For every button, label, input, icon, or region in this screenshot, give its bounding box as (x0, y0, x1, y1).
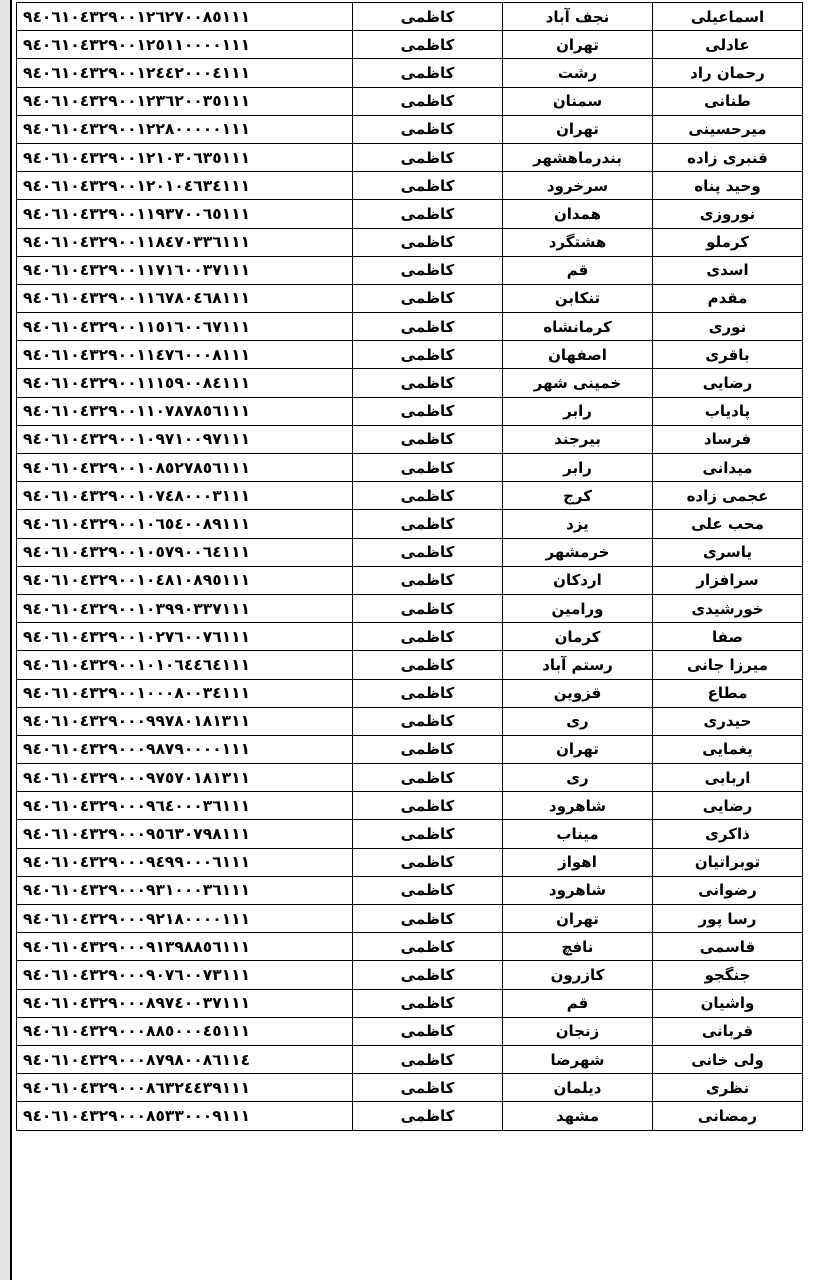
cell-city: تهران (503, 31, 653, 59)
cell-city: خمینی شهر (503, 369, 653, 397)
cell-first-name: کاظمی (353, 3, 503, 31)
cell-code: ٩٤٠٦١٠٤٣٢٩٠٠٠٨٦٣٢٤٤٣٩١١١ (17, 1074, 353, 1102)
cell-last-name: رضایی (653, 792, 803, 820)
cell-city: سمنان (503, 87, 653, 115)
cell-last-name: نوروزی (653, 200, 803, 228)
table-row (17, 876, 803, 904)
cell-last-name: سرافزار (653, 566, 803, 594)
table-row (17, 172, 803, 200)
cell-last-name: یاسری (653, 538, 803, 566)
cell-city: شاهرود (503, 792, 653, 820)
cell-last-name: ذاکری (653, 820, 803, 848)
cell-first-name: کاظمی (353, 425, 503, 453)
cell-last-name: فرساد (653, 425, 803, 453)
cell-first-name: کاظمی (353, 1102, 503, 1130)
cell-last-name: عجمی زاده (653, 482, 803, 510)
cell-first-name: کاظمی (353, 256, 503, 284)
cell-last-name: رضایی (653, 369, 803, 397)
cell-city: کرج (503, 482, 653, 510)
table-row (17, 679, 803, 707)
cell-first-name: کاظمی (353, 59, 503, 87)
cell-city: نافچ (503, 933, 653, 961)
page-edge-strip (0, 0, 12, 1280)
cell-code: ٩٤٠٦١٠٤٣٢٩٠٠٠٩٠٧٦٠٠٧٣١١١ (17, 961, 353, 989)
cell-city: مشهد (503, 1102, 653, 1130)
cell-city: رستم آباد (503, 651, 653, 679)
table-row (17, 200, 803, 228)
cell-code: ٩٤٠٦١٠٤٣٢٩٠٠١١٧١٦٠٠٣٧١١١ (17, 256, 353, 284)
cell-last-name: واشیان (653, 989, 803, 1017)
cell-city: رشت (503, 59, 653, 87)
table-row (17, 1045, 803, 1073)
table-row (17, 989, 803, 1017)
cell-first-name: کاظمی (353, 566, 503, 594)
table-row (17, 651, 803, 679)
cell-code: ٩٤٠٦١٠٤٣٢٩٠٠١٠٢٧٦٠٠٧٦١١١ (17, 623, 353, 651)
cell-code: ٩٤٠٦١٠٤٣٢٩٠٠١٢٦٢٧٠٠٨٥١١١ (17, 3, 353, 31)
cell-last-name: قاسمی (653, 933, 803, 961)
cell-first-name: کاظمی (353, 679, 503, 707)
table-row (17, 735, 803, 763)
cell-code: ٩٤٠٦١٠٤٣٢٩٠٠١١١٥٩٠٠٨٤١١١ (17, 369, 353, 397)
cell-city: یزد (503, 510, 653, 538)
cell-code: ٩٤٠٦١٠٤٣٢٩٠٠١٢٥١١٠٠٠٠١١١ (17, 31, 353, 59)
cell-last-name: قربانی (653, 1017, 803, 1045)
cell-code: ٩٤٠٦١٠٤٣٢٩٠٠١٢٢٨٠٠٠٠٠١١١ (17, 115, 353, 143)
table-row (17, 115, 803, 143)
table-row (17, 228, 803, 256)
cell-first-name: کاظمی (353, 989, 503, 1017)
cell-first-name: کاظمی (353, 538, 503, 566)
cell-last-name: نظری (653, 1074, 803, 1102)
cell-last-name: مقدم (653, 284, 803, 312)
cell-last-name: جنگجو (653, 961, 803, 989)
table-row (17, 425, 803, 453)
cell-city: تهران (503, 735, 653, 763)
cell-last-name: پادیاب (653, 397, 803, 425)
cell-code: ٩٤٠٦١٠٤٣٢٩٠٠٠٨٧٩٨٠٠٨٦١١٤ (17, 1045, 353, 1073)
table-row (17, 369, 803, 397)
cell-first-name: کاظمی (353, 764, 503, 792)
table-row (17, 764, 803, 792)
cell-code: ٩٤٠٦١٠٤٣٢٩٠٠١١٠٧٨٧٨٥٦١١١ (17, 397, 353, 425)
cell-city: ورامین (503, 594, 653, 622)
cell-first-name: کاظمی (353, 876, 503, 904)
table-row (17, 256, 803, 284)
cell-code: ٩٤٠٦١٠٤٣٢٩٠٠١١٨٤٧٠٣٣٦١١١ (17, 228, 353, 256)
cell-first-name: کاظمی (353, 31, 503, 59)
table-row (17, 1017, 803, 1045)
cell-city: کرمان (503, 623, 653, 651)
cell-last-name: رمضانی (653, 1102, 803, 1130)
cell-city: اهواز (503, 848, 653, 876)
cell-code: ٩٤٠٦١٠٤٣٢٩٠٠١١٩٣٧٠٠٦٥١١١ (17, 200, 353, 228)
cell-first-name: کاظمی (353, 651, 503, 679)
cell-first-name: کاظمی (353, 454, 503, 482)
table-row (17, 284, 803, 312)
cell-city: تهران (503, 905, 653, 933)
cell-city: میناب (503, 820, 653, 848)
cell-last-name: رضوانی (653, 876, 803, 904)
cell-code: ٩٤٠٦١٠٤٣٢٩٠٠٠٩١٣٩٨٨٥٦١١١ (17, 933, 353, 961)
cell-first-name: کاظمی (353, 397, 503, 425)
cell-last-name: اسدی (653, 256, 803, 284)
cell-last-name: کرملو (653, 228, 803, 256)
table-row (17, 707, 803, 735)
table-row (17, 1074, 803, 1102)
cell-first-name: کاظمی (353, 594, 503, 622)
cell-code: ٩٤٠٦١٠٤٣٢٩٠٠٠٩٧٥٧٠١٨١٣١١ (17, 764, 353, 792)
cell-city: کرمانشاه (503, 313, 653, 341)
cell-first-name: کاظمی (353, 905, 503, 933)
cell-city: رابر (503, 454, 653, 482)
cell-first-name: کاظمی (353, 933, 503, 961)
cell-code: ٩٤٠٦١٠٤٣٢٩٠٠١١٦٧٨٠٤٦٨١١١ (17, 284, 353, 312)
cell-code: ٩٤٠٦١٠٤٣٢٩٠٠٠٩٥٦٣٠٧٩٨١١١ (17, 820, 353, 848)
cell-first-name: کاظمی (353, 143, 503, 171)
cell-code: ٩٤٠٦١٠٤٣٢٩٠٠١٠٦٥٤٠٠٨٩١١١ (17, 510, 353, 538)
cell-city: نجف آباد (503, 3, 653, 31)
cell-city: زنجان (503, 1017, 653, 1045)
cell-code: ٩٤٠٦١٠٤٣٢٩٠٠١٢٤٤٢٠٠٠٤١١١ (17, 59, 353, 87)
records-table-body (17, 3, 803, 1131)
cell-city: کازرون (503, 961, 653, 989)
cell-first-name: کاظمی (353, 115, 503, 143)
cell-first-name: کاظمی (353, 623, 503, 651)
cell-last-name: توبراتیان (653, 848, 803, 876)
cell-city: تهران (503, 115, 653, 143)
cell-code: ٩٤٠٦١٠٤٣٢٩٠٠١٢٣٦٢٠٠٣٥١١١ (17, 87, 353, 115)
cell-last-name: اربابی (653, 764, 803, 792)
cell-city: شهرضا (503, 1045, 653, 1073)
table-row (17, 905, 803, 933)
cell-code: ٩٤٠٦١٠٤٣٢٩٠٠١٠٨٥٢٧٨٥٦١١١ (17, 454, 353, 482)
cell-code: ٩٤٠٦١٠٤٣٢٩٠٠٠٨٥٣٣٠٠٠٩١١١ (17, 1102, 353, 1130)
table-row (17, 31, 803, 59)
cell-code: ٩٤٠٦١٠٤٣٢٩٠٠٠٩٩٧٨٠١٨١٣١١ (17, 707, 353, 735)
cell-first-name: کاظمی (353, 1074, 503, 1102)
cell-city: بندرماهشهر (503, 143, 653, 171)
cell-first-name: کاظمی (353, 510, 503, 538)
cell-code: ٩٤٠٦١٠٤٣٢٩٠٠٠٨٨٥٠٠٠٤٥١١١ (17, 1017, 353, 1045)
table-row (17, 538, 803, 566)
cell-last-name: مطاع (653, 679, 803, 707)
cell-first-name: کاظمی (353, 792, 503, 820)
table-row (17, 848, 803, 876)
cell-city: تنکابن (503, 284, 653, 312)
table-row (17, 87, 803, 115)
cell-code: ٩٤٠٦١٠٤٣٢٩٠٠٠٩٣١٠٠٠٣٦١١١ (17, 876, 353, 904)
table-row (17, 59, 803, 87)
cell-code: ٩٤٠٦١٠٤٣٢٩٠٠١٢١٠٣٠٦٣٥١١١ (17, 143, 353, 171)
table-row (17, 623, 803, 651)
table-row (17, 482, 803, 510)
cell-city: خرمشهر (503, 538, 653, 566)
cell-first-name: کاظمی (353, 341, 503, 369)
table-row (17, 510, 803, 538)
table-row (17, 143, 803, 171)
cell-city: اردکان (503, 566, 653, 594)
table-row (17, 792, 803, 820)
table-row (17, 454, 803, 482)
cell-code: ٩٤٠٦١٠٤٣٢٩٠٠١١٤٧٦٠٠٠٨١١١ (17, 341, 353, 369)
cell-first-name: کاظمی (353, 1045, 503, 1073)
cell-code: ٩٤٠٦١٠٤٣٢٩٠٠١٠٩٧١٠٠٩٧١١١ (17, 425, 353, 453)
cell-first-name: کاظمی (353, 820, 503, 848)
cell-last-name: رحمان راد (653, 59, 803, 87)
cell-city: شاهرود (503, 876, 653, 904)
cell-first-name: کاظمی (353, 848, 503, 876)
cell-last-name: طنانی (653, 87, 803, 115)
cell-last-name: وحید پناه (653, 172, 803, 200)
records-table (16, 2, 803, 1131)
cell-first-name: کاظمی (353, 313, 503, 341)
table-row (17, 594, 803, 622)
cell-last-name: خورشیدی (653, 594, 803, 622)
cell-last-name: صفا (653, 623, 803, 651)
cell-city: ری (503, 764, 653, 792)
cell-code: ٩٤٠٦١٠٤٣٢٩٠٠١٠٤٨١٠٨٩٥١١١ (17, 566, 353, 594)
table-row (17, 341, 803, 369)
table-row (17, 313, 803, 341)
cell-city: همدان (503, 200, 653, 228)
cell-code: ٩٤٠٦١٠٤٣٢٩٠٠٠٩٤٩٩٠٠٠٦١١١ (17, 848, 353, 876)
table-row (17, 961, 803, 989)
cell-code: ٩٤٠٦١٠٤٣٢٩٠٠١٠٣٩٩٠٣٣٧١١١ (17, 594, 353, 622)
cell-code: ٩٤٠٦١٠٤٣٢٩٠٠١٠١٠٦٤٤٦٤١١١ (17, 651, 353, 679)
cell-city: قزوین (503, 679, 653, 707)
cell-city: رابر (503, 397, 653, 425)
cell-code: ٩٤٠٦١٠٤٣٢٩٠٠٠٨٩٧٤٠٠٣٧١١١ (17, 989, 353, 1017)
cell-first-name: کاظمی (353, 87, 503, 115)
cell-code: ٩٤٠٦١٠٤٣٢٩٠٠١١٥١٦٠٠٦٧١١١ (17, 313, 353, 341)
cell-code: ٩٤٠٦١٠٤٣٢٩٠٠٠٩٢١٨٠٠٠٠١١١ (17, 905, 353, 933)
cell-code: ٩٤٠٦١٠٤٣٢٩٠٠١٢٠١٠٤٦٣٤١١١ (17, 172, 353, 200)
cell-last-name: رسا پور (653, 905, 803, 933)
cell-code: ٩٤٠٦١٠٤٣٢٩٠٠٠٩٨٧٩٠٠٠٠١١١ (17, 735, 353, 763)
cell-city: هشتگرد (503, 228, 653, 256)
cell-last-name: اسماعیلی (653, 3, 803, 31)
cell-last-name: باقری (653, 341, 803, 369)
cell-first-name: کاظمی (353, 172, 503, 200)
cell-city: قم (503, 256, 653, 284)
cell-city: دیلمان (503, 1074, 653, 1102)
cell-first-name: کاظمی (353, 482, 503, 510)
cell-last-name: قنبری زاده (653, 143, 803, 171)
cell-city: سرخرود (503, 172, 653, 200)
table-row (17, 1102, 803, 1130)
cell-code: ٩٤٠٦١٠٤٣٢٩٠٠٠٩٦٤٠٠٠٣٦١١١ (17, 792, 353, 820)
table-row (17, 566, 803, 594)
cell-first-name: کاظمی (353, 369, 503, 397)
cell-last-name: ولی خانی (653, 1045, 803, 1073)
cell-first-name: کاظمی (353, 200, 503, 228)
cell-last-name: میرحسینی (653, 115, 803, 143)
cell-city: بیرجند (503, 425, 653, 453)
cell-first-name: کاظمی (353, 707, 503, 735)
table-row (17, 3, 803, 31)
table-row (17, 933, 803, 961)
cell-last-name: میدانی (653, 454, 803, 482)
cell-last-name: محب علی (653, 510, 803, 538)
cell-city: ری (503, 707, 653, 735)
cell-first-name: کاظمی (353, 735, 503, 763)
cell-last-name: نوری (653, 313, 803, 341)
cell-city: قم (503, 989, 653, 1017)
cell-city: اصفهان (503, 341, 653, 369)
cell-last-name: یغمایی (653, 735, 803, 763)
table-row (17, 820, 803, 848)
cell-code: ٩٤٠٦١٠٤٣٢٩٠٠١٠٥٧٩٠٠٦٤١١١ (17, 538, 353, 566)
cell-last-name: عادلی (653, 31, 803, 59)
cell-first-name: کاظمی (353, 228, 503, 256)
cell-last-name: میرزا جانی (653, 651, 803, 679)
cell-first-name: کاظمی (353, 1017, 503, 1045)
cell-first-name: کاظمی (353, 284, 503, 312)
cell-last-name: حیدری (653, 707, 803, 735)
cell-first-name: کاظمی (353, 961, 503, 989)
cell-code: ٩٤٠٦١٠٤٣٢٩٠٠١٠٧٤٨٠٠٠٣١١١ (17, 482, 353, 510)
table-row (17, 397, 803, 425)
cell-code: ٩٤٠٦١٠٤٣٢٩٠٠١٠٠٠٨٠٠٣٤١١١ (17, 679, 353, 707)
